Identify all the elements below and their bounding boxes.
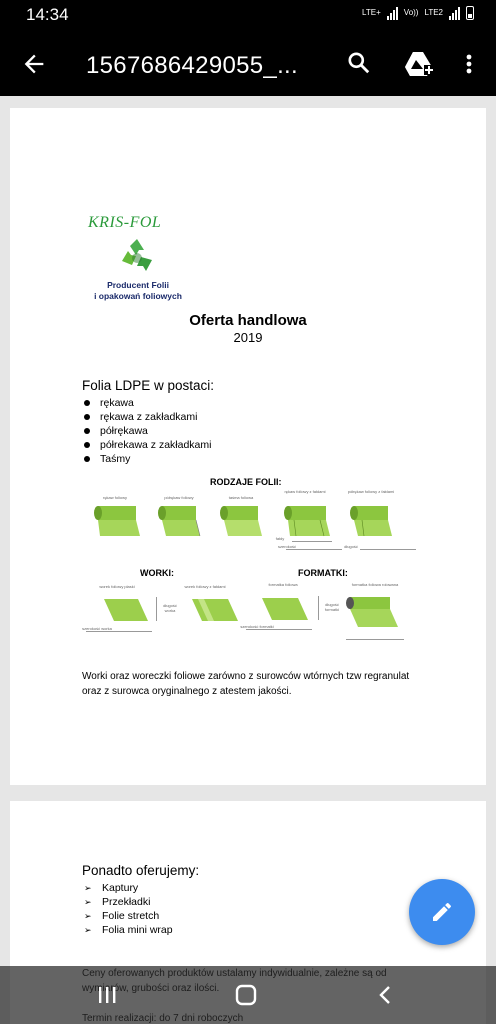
lte2-indicator: LTE2 <box>424 8 443 17</box>
list-item-text: rękawa <box>100 397 134 409</box>
worki-title: WORKI: <box>140 568 174 578</box>
bullet-icon <box>84 442 90 448</box>
lte-indicator: LTE+ <box>362 8 381 17</box>
status-time: 14:34 <box>26 5 69 24</box>
list-item <box>84 452 211 466</box>
dimension-line <box>318 596 319 620</box>
dimension-line <box>346 639 404 640</box>
list-item-text: Folia mini wrap <box>102 924 173 936</box>
list-item-text: Taśmy <box>100 453 131 465</box>
nav-back-icon[interactable] <box>374 984 396 1006</box>
sheet-icon <box>260 596 314 622</box>
list-item-text: półrękawa <box>100 425 148 437</box>
list-item <box>84 895 173 909</box>
arrow-back-icon[interactable] <box>20 50 48 78</box>
offer-year: 2019 <box>233 330 263 345</box>
battery-icon <box>466 6 474 20</box>
diagram-label: formatka foliowa <box>268 582 298 587</box>
formatki-title: FORMATKI: <box>298 568 348 578</box>
system-icons <box>362 6 474 20</box>
arrow-bullet-icon: ➢ <box>84 911 92 921</box>
dimension-line <box>246 629 312 630</box>
extra-offer-list <box>84 881 173 937</box>
list-item-text: rękawa z zakładkami <box>100 411 198 423</box>
list-item <box>84 438 211 452</box>
film-roll-icon <box>218 503 268 539</box>
pencil-icon <box>430 900 454 924</box>
film-roll-icon <box>282 503 332 539</box>
dimension-label: długość formatki <box>324 602 340 612</box>
film-roll-icon <box>92 503 142 539</box>
diagram-label: taśma foliowa <box>228 495 254 500</box>
recent-apps-icon[interactable] <box>96 984 118 1006</box>
dimension-line <box>292 541 332 542</box>
system-nav-bar <box>0 966 496 1024</box>
list-item <box>84 909 173 923</box>
bullet-icon <box>84 428 90 434</box>
diagram-label: worek foliowy z fałdami <box>184 584 226 589</box>
list-item-text: półrekawa z zakładkami <box>100 439 212 451</box>
arrow-bullet-icon: ➢ <box>84 883 92 893</box>
sheet-roll-icon <box>344 595 404 629</box>
arrow-bullet-icon: ➢ <box>84 925 92 935</box>
list-item <box>84 396 211 410</box>
signal-icon <box>387 7 398 20</box>
ldpe-heading: Folia LDPE w postaci: <box>82 378 215 393</box>
rodzaje-title: RODZAJE FOLII: <box>210 477 282 487</box>
offer-title: Oferta handlowa <box>189 312 307 329</box>
bullet-icon <box>84 414 90 420</box>
bullet-icon <box>84 456 90 462</box>
arrow-bullet-icon: ➢ <box>84 897 92 907</box>
list-item <box>84 923 173 937</box>
company-logo <box>88 214 198 301</box>
logo-subtitle-line2: i opakowań foliowych <box>94 291 182 301</box>
logo-subtitle <box>88 280 188 302</box>
list-item-text: Przekładki <box>102 896 151 908</box>
bags-paragraph: Worki oraz woreczki foliowe zarówno z surowców wtórnych tzw regranulat oraz z surowca oryginalnego z atestem jakości. <box>82 671 410 697</box>
edit-fab-button[interactable] <box>409 879 475 945</box>
document-title: 1567686429055_... <box>86 52 298 79</box>
bag-flat-icon <box>102 597 152 623</box>
film-roll-icon <box>348 503 398 539</box>
diagram-label: formatka foliowa rolowana <box>351 582 399 587</box>
logo-subtitle-line1: Producent Folii <box>107 280 169 290</box>
drive-add-icon[interactable] <box>404 50 434 78</box>
more-vert-icon[interactable] <box>460 50 478 78</box>
list-item <box>84 424 211 438</box>
ldpe-list <box>84 396 211 466</box>
signal-2-icon <box>449 7 460 20</box>
list-item <box>84 410 211 424</box>
volte-indicator: Vo)) <box>403 8 419 17</box>
list-item-text: Kaptury <box>102 882 139 894</box>
diagram-label: półrękaw foliowy <box>164 495 194 500</box>
document-page-1 <box>10 108 486 785</box>
dimension-label: fałdy <box>275 536 285 541</box>
dimension-line <box>360 549 416 550</box>
dimension-label: długość <box>344 544 358 549</box>
recycle-icon <box>114 236 160 276</box>
extra-offer-heading: Ponadto oferujemy: <box>82 863 200 878</box>
app-bar <box>0 32 496 96</box>
diagram-label: rękaw foliowy <box>102 495 127 500</box>
dimension-line <box>156 597 157 621</box>
list-item-text: Folie stretch <box>102 910 160 922</box>
film-roll-icon <box>156 503 206 539</box>
bullet-icon <box>84 400 90 406</box>
diagram-label: rękaw foliowy z fałdami <box>284 489 326 494</box>
search-icon[interactable] <box>346 50 372 76</box>
bag-gusset-icon <box>190 597 244 623</box>
diagram-label: półrękaw foliowy z fałdami <box>347 489 395 494</box>
dimension-label: długość worka <box>163 603 177 613</box>
dimension-label: szerokość <box>277 544 296 549</box>
list-item <box>84 881 173 895</box>
logo-brand: KRIS-FOL <box>88 214 162 231</box>
dimension-label: szerokość worka <box>82 626 112 631</box>
home-icon[interactable] <box>234 984 258 1006</box>
dimension-line <box>86 631 152 632</box>
diagram-label: worek foliowy płaski <box>99 584 135 589</box>
dimension-line <box>286 549 342 550</box>
status-bar <box>0 0 496 32</box>
dimension-label: szerokość formatki <box>240 624 274 629</box>
